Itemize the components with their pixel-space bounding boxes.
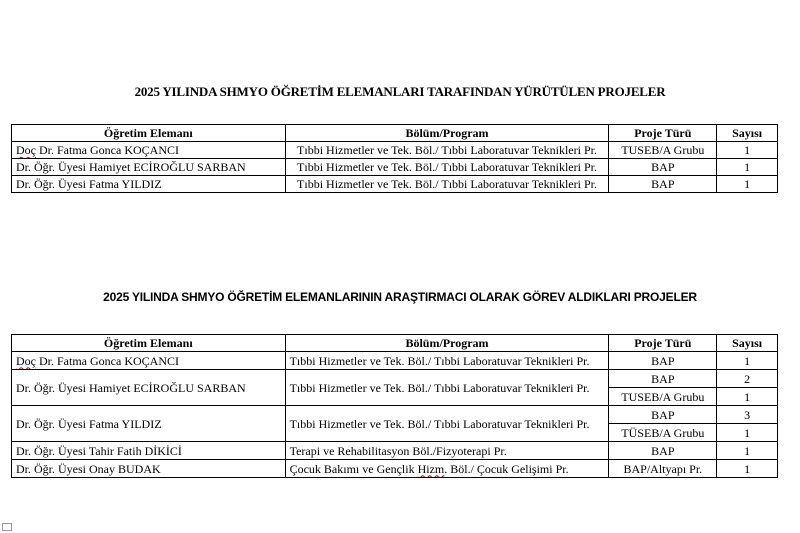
cell-dept <box>285 460 609 478</box>
cell-dept: Tıbbi Hizmetler ve Tek. Böl./ Tıbbi Laboratuvar Teknikleri Pr. <box>285 370 609 406</box>
dept-text-after: . Böl./ Çocuk Gelişimi Pr. <box>444 461 569 476</box>
cell-type: BAP <box>609 176 717 193</box>
header-name: Öğretim Elemanı <box>12 335 286 352</box>
table-row <box>12 460 778 478</box>
cell-dept: Tıbbi Hizmetler ve Tek. Böl./ Tıbbi Laboratuvar Teknikleri Pr. <box>285 159 609 176</box>
header-count: Sayısı <box>717 125 778 142</box>
table-row <box>12 370 778 388</box>
name-prefix: Doç <box>16 143 36 157</box>
cell-name: Dr. Öğr. Üyesi Hamiyet ECİROĞLU SARBAN <box>12 370 286 406</box>
cell-name: Dr. Öğr. Üyesi Onay BUDAK <box>12 460 286 478</box>
cell-name <box>12 142 286 159</box>
table-row <box>12 159 778 176</box>
cell-type: BAP <box>609 370 717 388</box>
cell-dept: Tıbbi Hizmetler ve Tek. Böl./ Tıbbi Laboratuvar Teknikleri Pr. <box>285 406 609 442</box>
cell-name <box>12 352 286 370</box>
cell-count: 1 <box>717 176 778 193</box>
table-row <box>12 352 778 370</box>
table-header-row <box>12 125 778 142</box>
header-dept: Bölüm/Program <box>285 335 609 352</box>
cell-dept: Tıbbi Hizmetler ve Tek. Böl./ Tıbbi Laboratuvar Teknikleri Pr. <box>285 142 609 159</box>
cell-type: TUSEB/A Grubu <box>609 388 717 406</box>
section2-title: 2025 YILINDA SHMYO ÖĞRETİM ELEMANLARININ ARAŞTIRMACI OLARAK GÖREV ALDIKLARI PROJELER <box>103 290 697 304</box>
cell-dept: Tıbbi Hizmetler ve Tek. Böl./ Tıbbi Laboratuvar Teknikleri Pr. <box>285 352 609 370</box>
name-rest: Dr. Fatma Gonca KOÇANCI <box>36 143 179 157</box>
header-count: Sayısı <box>717 335 778 352</box>
cell-count: 3 <box>717 406 778 424</box>
cell-type: TUSEB/A Grubu <box>609 142 717 159</box>
cell-name: Dr. Öğr. Üyesi Hamiyet ECİROĞLU SARBAN <box>12 159 286 176</box>
dept-text-flagged: Hizm <box>417 461 445 476</box>
resize-handle-icon <box>2 523 12 531</box>
executed-projects-table <box>11 124 778 193</box>
dept-text-before: Çocuk Bakımı ve Gençlik <box>289 461 418 476</box>
cell-count: 1 <box>717 460 778 478</box>
researcher-projects-table <box>11 334 778 478</box>
table-row <box>12 176 778 193</box>
cell-type: BAP <box>609 406 717 424</box>
cell-count: 1 <box>717 142 778 159</box>
cell-name: Dr. Öğr. Üyesi Tahir Fatih DİKİCİ <box>12 442 286 460</box>
cell-name: Dr. Öğr. Üyesi Fatma YILDIZ <box>12 406 286 442</box>
cell-type: TÜSEB/A Grubu <box>609 424 717 442</box>
cell-count: 1 <box>717 159 778 176</box>
cell-type: BAP <box>609 159 717 176</box>
cell-count: 2 <box>717 370 778 388</box>
cell-name: Dr. Öğr. Üyesi Fatma YILDIZ <box>12 176 286 193</box>
cell-count: 1 <box>717 424 778 442</box>
section1-title: 2025 YILINDA SHMYO ÖĞRETİM ELEMANLARI TARAFINDAN YÜRÜTÜLEN PROJELER <box>134 84 666 99</box>
header-type: Proje Türü <box>609 335 717 352</box>
table-row <box>12 142 778 159</box>
name-rest: Dr. Fatma Gonca KOÇANCI <box>36 353 179 368</box>
table-row <box>12 442 778 460</box>
cell-type: BAP <box>609 352 717 370</box>
table-row <box>12 406 778 424</box>
cell-count: 1 <box>717 352 778 370</box>
name-prefix: Doç <box>16 353 36 368</box>
cell-dept: Tıbbi Hizmetler ve Tek. Böl./ Tıbbi Laboratuvar Teknikleri Pr. <box>285 176 609 193</box>
header-name: Öğretim Elemanı <box>12 125 286 142</box>
cell-count: 1 <box>717 388 778 406</box>
header-dept: Bölüm/Program <box>285 125 609 142</box>
table-header-row <box>12 335 778 352</box>
cell-count: 1 <box>717 442 778 460</box>
cell-type: BAP <box>609 442 717 460</box>
cell-type: BAP/Altyapı Pr. <box>609 460 717 478</box>
cell-dept: Terapi ve Rehabilitasyon Böl./Fizyoterapi Pr. <box>285 442 609 460</box>
header-type: Proje Türü <box>609 125 717 142</box>
